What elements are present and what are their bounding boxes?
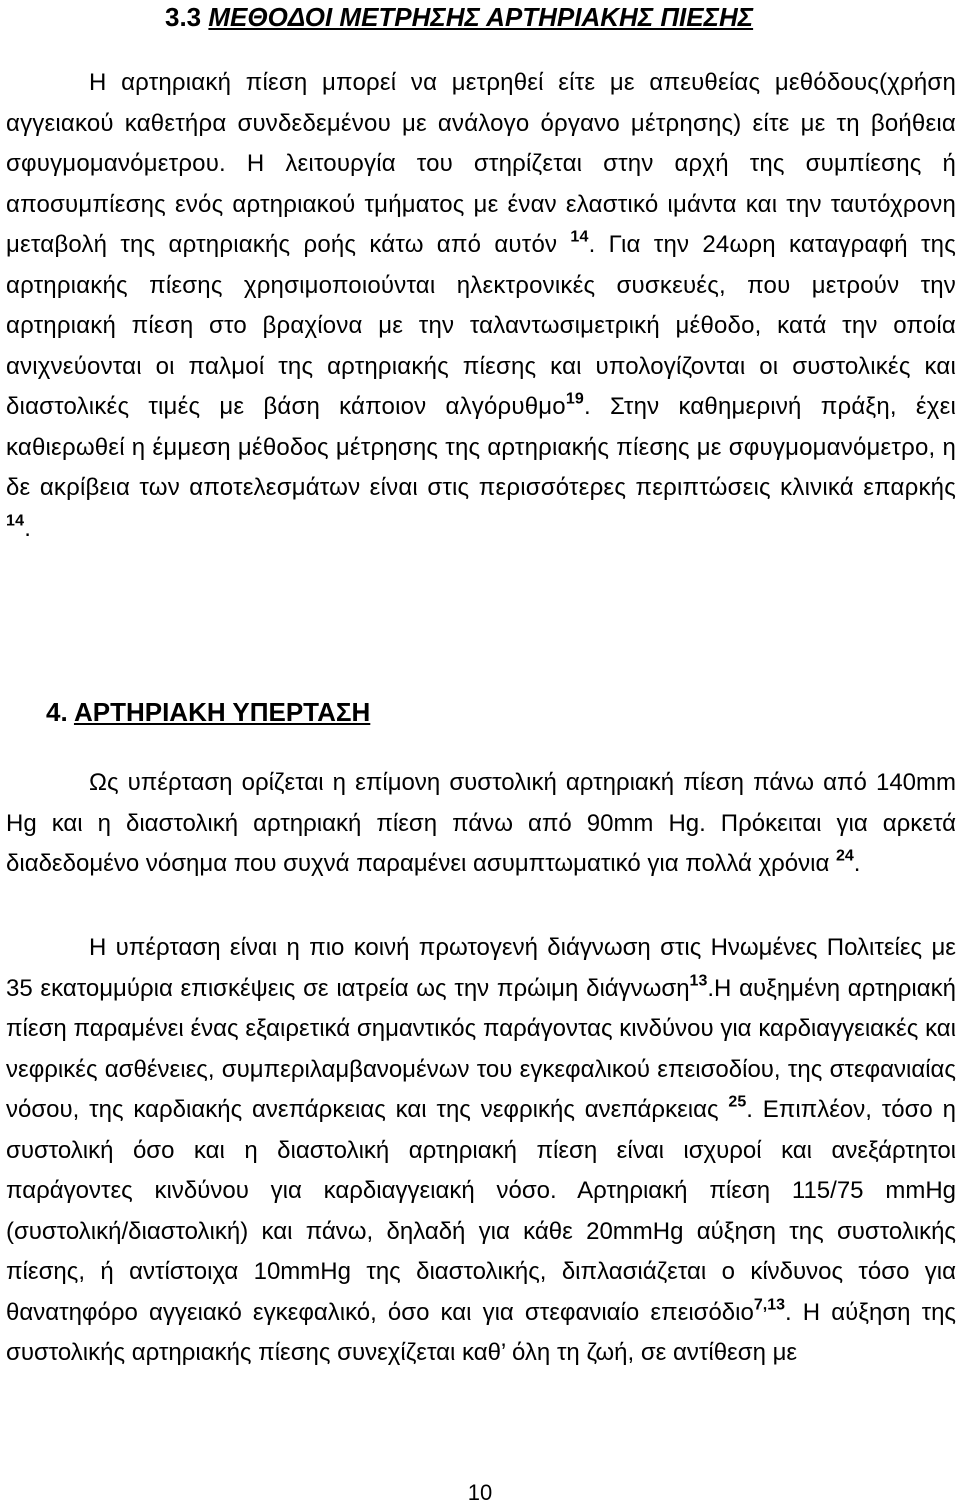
citation-ref: 14 (570, 228, 589, 246)
paragraph-text: . (853, 850, 861, 877)
chapter-title: ΑΡΤΗΡΙΑΚΗ ΥΠΕΡΤΑΣΗ (73, 697, 371, 727)
paragraph (6, 928, 956, 1374)
paragraph-text: . Η αύξηση της συστολικής αρτηριακής πίεσης συνεχίζεται καθ’ όλη τη ζωή, σε αντίθεση με (6, 1298, 956, 1366)
paragraph (6, 63, 956, 549)
paragraph-text: . Στην καθημερινή πράξη, έχει καθιερωθεί η έμμεση μέθοδος μέτρησης της αρτηριακής πίεσης με σφυγμομανόμετρο, η δε ακρίβεια των αποτελεσμάτων είναι στις περισσότερες περιπτώσεις κλινικά επαρκής (6, 393, 956, 501)
paragraph-text: Η αρτηριακή πίεση μπορεί να μετρηθεί είτε με απευθείας μεθόδους(χρήση αγγειακού καθετήρα συνδεδεμένου με ανάλογο όργανο μέτρησης) είτε με τη βοήθεια σφυγμομανόμετρου. Η λειτουργία του στηρίζεται στην αρχή της συμπίεσης ή αποσυμπίεσης ενός αρτηριακού τμήματος με έναν ελαστικό ιμάντα και την ταυτόχρονη μεταβολή της αρτηριακής ροής κάτω από αυτόν (6, 69, 956, 258)
paragraph-text: Ως υπέρταση ορίζεται η επίμονη συστολική αρτηριακή πίεση πάνω από 140mm Hg και η διαστολική αρτηριακή πίεση πάνω από 90mm Hg. Πρόκειται για αρκετά διαδεδομένο νόσημα που συχνά παραμένει ασυμπτωματικό για πολλά χρόνια (6, 769, 956, 877)
citation-ref: 7,13 (753, 1296, 785, 1314)
chapter-heading (46, 697, 370, 727)
paragraph (6, 763, 956, 885)
citation-ref: 25 (728, 1093, 747, 1111)
citation-ref: 19 (565, 390, 585, 408)
citation-ref: 13 (689, 972, 708, 990)
section-number: 3.3 (165, 2, 202, 32)
page-number: 10 (467, 1480, 493, 1505)
paragraph-text: . Για την 24ωρη καταγραφή της αρτηριακής πίεσης χρησιμοποιούνται ηλεκτρονικές συσκευές, που μετρούν την αρτηριακή πίεση στο βραχίονα με την ταλαντωσιμετρική μέθοδο, κατά την οποία ανιχνεύονται οι παλμοί της αρτηριακής πίεσης και υπολογίζονται οι συστολικές και διαστολικές τιμές με βάση κάποιον αλγόρυθμο (6, 231, 956, 420)
citation-ref: 24 (836, 847, 854, 865)
paragraph-text: Η υπέρταση είναι η πιο κοινή πρωτογενή διάγνωση στις Ηνωμένες Πολιτείες με 35 εκατομμύρια επισκέψεις σε ιατρεία ως την πρώιμη διάγνωση (6, 934, 956, 1002)
paragraph-text: .Η αυξημένη αρτηριακή πίεση παραμένει ένας εξαιρετικά σημαντικός παράγοντας κινδύνου για καρδιαγγειακές και νεφρικές ασθένειες, συμπεριλαμβανομένων του εγκεφαλικού επεισοδίου, της στεφανιαίας νόσου, της καρδιακής ανεπάρκειας και της νεφρικής ανεπάρκειας (6, 974, 956, 1123)
chapter-number: 4. (46, 697, 68, 727)
section-heading (165, 2, 753, 32)
paragraph-text: . (24, 514, 32, 542)
paragraph-text: . Επιπλέον, τόσο η συστολική όσο και η διαστολική αρτηριακή πίεση είναι ισχυροί και ανεξάρτητοι παράγοντες κινδύνου για καρδιαγγειακή νόσο. Αρτηριακή πίεση 115/75 mmHg (συστολική/διαστολική) και πάνω, δηλαδή για κάθε 20mmHg αύξηση της συστολικής πίεσης, ή αντίστοιχα 10mmHg της διαστολικής, διπλασιάζεται ο κίνδυνος τόσο για θανατηφόρο αγγειακό εγκεφαλικό, όσο και για στεφανιαίο επεισόδιο (6, 1096, 956, 1326)
citation-ref: 14 (6, 512, 25, 530)
section-title: ΜΕΘΟΔΟΙ ΜΕΤΡΗΣΗΣ ΑΡΤΗΡΙΑΚΗΣ ΠΙΕΣΗΣ (208, 2, 754, 32)
